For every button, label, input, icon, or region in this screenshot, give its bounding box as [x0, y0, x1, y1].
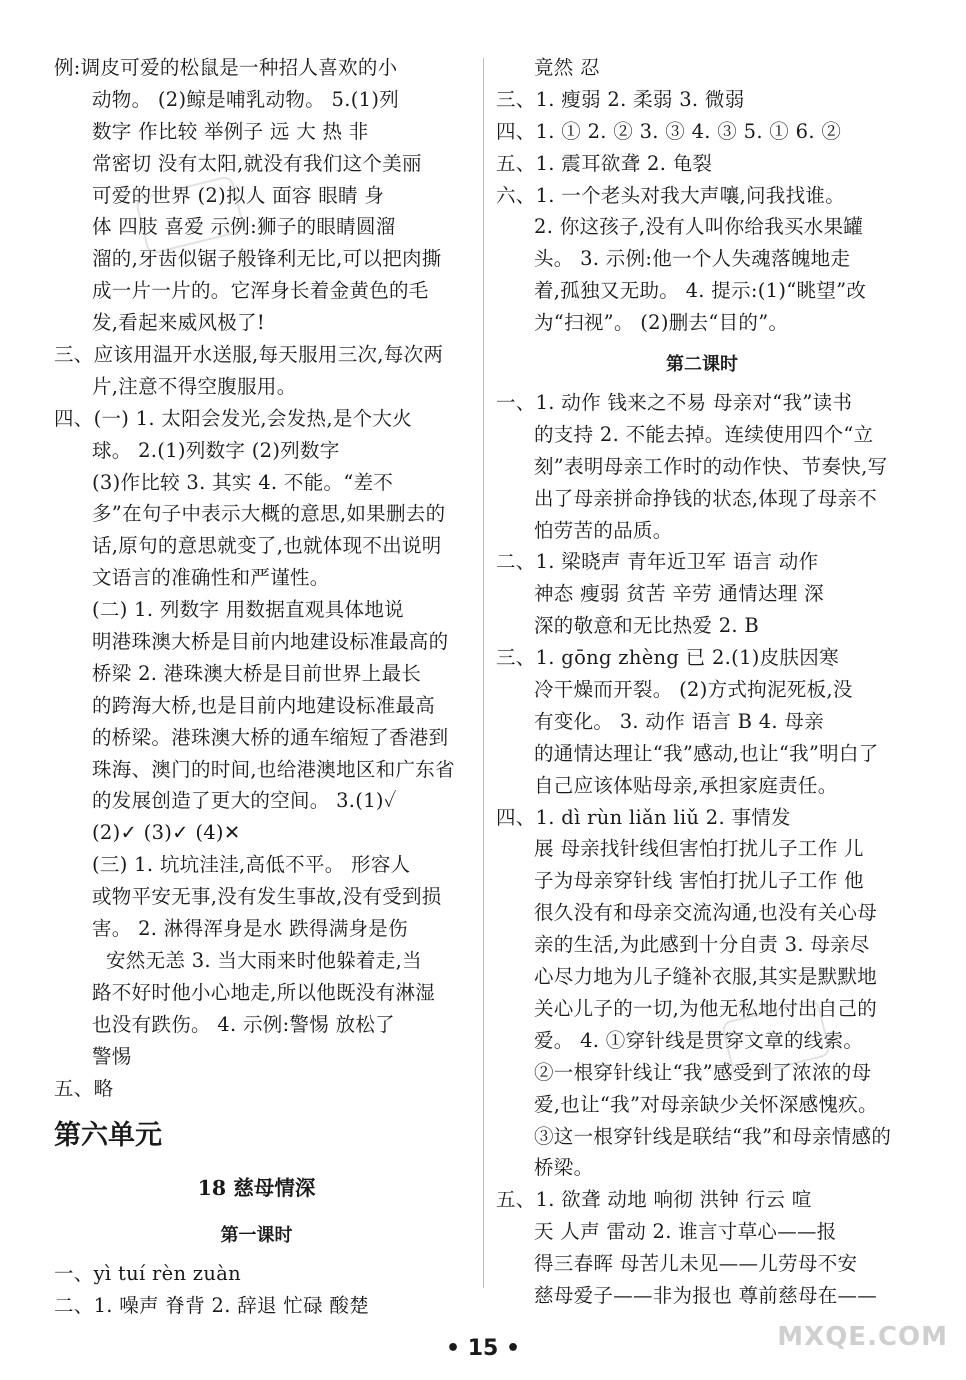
text-line: 明港珠澳大桥是目前内地建设标准最高的 — [92, 630, 449, 654]
text-line: 多”在句子中表示大概的意思,如果删去的 — [92, 502, 446, 526]
text-line: 出了母亲拼命挣钱的状态,体现了母亲不 — [534, 486, 878, 510]
text-line: 刻”表明母亲工作时的动作快、节奏快,写 — [534, 454, 888, 478]
text-line: 三、1. 瘦弱 2. 柔弱 3. 微弱 — [496, 87, 745, 111]
text-line: 三、应该用温开水送服,每天服用三次,每次两 — [54, 343, 444, 367]
text-line: 一、yì tuí rèn zuàn — [54, 1262, 242, 1286]
lesson-title: 18 慈母情深 — [197, 1176, 316, 1201]
text-line: 怕劳苦的品质。 — [534, 518, 673, 542]
text-line: 安然无恙 3. 当大雨来时他躲着走,当 — [106, 948, 422, 972]
text-line: 亲的生活,为此感到十分自责 3. 母亲尽 — [534, 933, 870, 957]
text-line: (二) 1. 列数字 用数据直观具体地说 — [92, 598, 404, 622]
unit-heading: 第六单元 — [54, 1120, 162, 1152]
text-line: 子为母亲穿针线 害怕打扰儿子工作 他 — [534, 869, 864, 893]
text-line: 桥梁。 — [534, 1156, 594, 1180]
text-line: 成一片一片的。它浑身长着金黄色的毛 — [92, 279, 429, 303]
text-line: 自己应该体贴母亲,承担家庭责任。 — [534, 773, 838, 797]
text-line: 竟然 忍 — [534, 56, 600, 79]
text-line: 着,孤独又无助。 4. 提示:(1)“眺望”改 — [534, 279, 867, 303]
text-line: 关心儿子的一切,为他无私地付出自己的 — [534, 996, 878, 1020]
text-line: 有变化。 3. 动作 语言 B 4. 母亲 — [534, 709, 825, 733]
lesson-subtitle: 第一课时 — [220, 1225, 293, 1247]
text-line: 四、1. ① 2. ② 3. ③ 4. ③ 5. ① 6. ② — [496, 119, 842, 143]
right-column — [496, 52, 908, 1312]
text-line: 桥梁 2. 港珠澳大桥是目前世界上最长 — [92, 661, 422, 685]
text-line: 可爱的世界 (2)拟人 面容 眼睛 身 — [92, 183, 385, 207]
text-line: 得三春晖 母苦儿未见——儿劳母不安 — [534, 1252, 858, 1276]
text-line: (三) 1. 坑坑洼洼,高低不平。 形容人 — [92, 853, 411, 877]
text-line: 话,原句的意思就变了,也就体现不出说明 — [92, 534, 442, 558]
text-line: 2. 你这孩子,没有人叫你给我买水果罐 — [534, 215, 864, 239]
text-line: 冷干燥而开裂。 (2)方式拘泥死板,没 — [534, 678, 853, 702]
text-line: 的支持 2. 不能去掉。连续使用四个“立 — [534, 422, 874, 446]
text-line: 三、1. gōng zhèng 已 2.(1)皮肤因寒 — [496, 646, 839, 670]
text-line: 深的敬意和无比热爱 2. B — [534, 614, 760, 638]
text-line: 五、略 — [54, 1076, 114, 1100]
column-divider — [483, 58, 484, 1288]
text-line: 为“扫视”。 (2)删去“目的”。 — [534, 311, 789, 335]
text-line: 四、1. dì rùn liǎn liǔ 2. 事情发 — [496, 805, 791, 829]
text-line: 害。 2. 淋得浑身是水 跌得满身是伤 — [92, 917, 408, 941]
text-line: 很久没有和母亲交流沟通,也没有关心母 — [534, 901, 878, 925]
text-line: ③这一根穿针线是联结“我”和母亲情感的 — [534, 1124, 892, 1148]
text-line: 珠海、澳门的时间,也给港澳地区和广东省 — [92, 757, 455, 781]
text-line: 路不好时他小心地走,所以他既没有淋湿 — [92, 980, 436, 1004]
text-line: 片,注意不得空腹服用。 — [92, 374, 297, 398]
text-line: 天 人声 雷动 2. 谁言寸草心——报 — [534, 1220, 837, 1244]
text-line: 发,看起来威风极了! — [92, 311, 266, 335]
text-line: 二、1. 噪声 脊背 2. 辞退 忙碌 酸楚 — [54, 1294, 370, 1318]
watermark: MXQE.COM — [777, 1322, 948, 1352]
text-line: 例:调皮可爱的松鼠是一种招人喜欢的小 — [54, 56, 398, 79]
page-number: • 15 • — [445, 1336, 521, 1361]
text-line: 动物。 (2)鲸是哺乳动物。 5.(1)列 — [92, 87, 400, 111]
text-line: (2)✓ (3)✓ (4)✕ — [92, 821, 241, 845]
lesson-subtitle: 第二课时 — [666, 354, 738, 376]
text-line: 四、(一) 1. 太阳会发光,会发热,是个大火 — [54, 406, 413, 430]
text-line: 二、1. 梁晓声 青年近卫军 语言 动作 — [496, 550, 819, 574]
text-line: 爱,也让“我”对母亲缺少关怀深感愧疚。 — [534, 1092, 878, 1116]
left-column — [54, 52, 459, 1322]
text-line: 溜的,牙齿似锯子般锋利无比,可以把肉撕 — [92, 247, 442, 271]
text-line: 警惕 — [92, 1044, 132, 1068]
text-line: 展 母亲找针线但害怕打扰儿子工作 儿 — [534, 837, 864, 861]
text-line: 的通情达理让“我”感动,也让“我”明白了 — [534, 741, 879, 765]
text-line: 一、1. 动作 钱来之不易 母亲对“我”读书 — [496, 391, 853, 415]
text-line: 的发展创造了更大的空间。 3.(1)✓ — [92, 789, 397, 813]
text-line: 爱。 4. ①穿针线是贯穿文章的线索。 — [534, 1028, 864, 1052]
text-line: 心尽力地为儿子缝补衣服,其实是默默地 — [534, 965, 878, 989]
text-line: ②一根穿针线让“我”感受到了浓浓的母 — [534, 1060, 872, 1084]
text-line: 也没有跌伤。 4. 示例:警惕 放松了 — [92, 1012, 395, 1036]
text-line: 的桥梁。港珠澳大桥的通车缩短了香港到 — [92, 725, 449, 749]
text-line: 或物平安无事,没有发生事故,没有受到损 — [92, 885, 442, 909]
text-line: 体 四肢 喜爱 示例:狮子的眼睛圆溜 — [92, 215, 396, 239]
text-line: (3)作比较 3. 其实 4. 不能。“差不 — [92, 470, 394, 494]
text-line: 六、1. 一个老头对我大声嚷,问我找谁。 — [496, 183, 846, 207]
text-line: 文语言的准确性和严谨性。 — [92, 566, 330, 590]
text-line: 数字 作比较 举例子 远 大 热 非 — [92, 119, 369, 143]
text-line: 慈母爱子——非为报也 尊前慈母在—— — [534, 1283, 878, 1307]
text-line: 五、1. 震耳欲聋 2. 龟裂 — [496, 151, 713, 175]
text-line: 的跨海大桥,也是目前内地建设标准最高 — [92, 693, 436, 717]
text-line: 五、1. 欲聋 动地 响彻 洪钟 行云 喧 — [496, 1188, 812, 1212]
text-line: 神态 瘦弱 贫苦 辛劳 通情达理 深 — [534, 582, 824, 606]
text-line: 常密切 没有太阳,就没有我们这个美丽 — [92, 151, 422, 175]
text-line: 球。 2.(1)列数字 (2)列数字 — [92, 438, 340, 462]
text-line: 头。 3. 示例:他一个人失魂落魄地走 — [534, 247, 851, 271]
